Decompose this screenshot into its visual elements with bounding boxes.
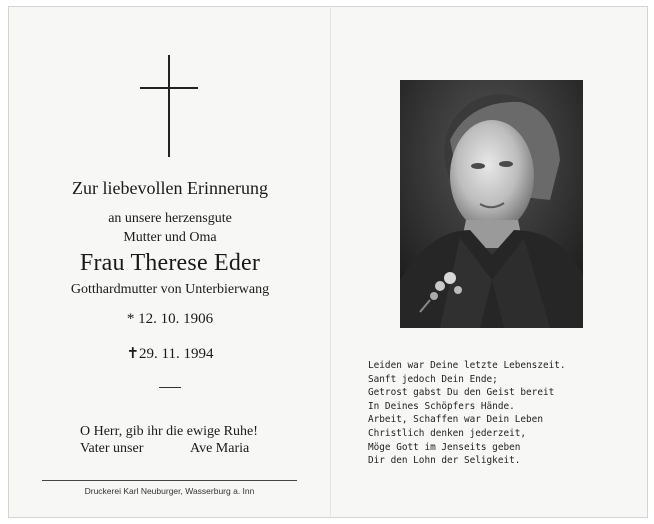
memorial-heading: Zur liebevollen Erinnerung: [72, 178, 268, 198]
birth-date: * 12. 10. 1906: [126, 311, 214, 327]
poem-line: Möge Gott im Jenseits geben: [368, 441, 521, 453]
card-fold: [330, 6, 331, 518]
poem-line: Arbeit, Schaffen war Dein Leben: [368, 414, 543, 426]
poem-line: Leiden war Deine letzte Lebenszeit.: [368, 360, 566, 371]
subheading-line-2: Mutter und Oma: [123, 230, 217, 245]
death-date: ✝29. 11. 1994: [126, 346, 214, 362]
footer-rule: [42, 480, 297, 481]
printer-credit: Druckerei Karl Neuburger, Wasserburg a. Inn: [84, 486, 255, 496]
memorial-poem: [368, 359, 608, 468]
poem-line: Sanft jedoch Dein Ende;: [368, 373, 498, 385]
poem-line: Christlich denken jederzeit,: [368, 427, 527, 439]
subheading-line-1: an unsere herzensgute: [108, 211, 232, 226]
poem-line: Getrost gabst Du den Geist bereit: [368, 387, 555, 399]
prayer-line: O Herr, gib ihr die ewige Ruhe!: [80, 424, 258, 439]
prayer-ave-maria: Ave Maria: [190, 441, 250, 456]
deceased-name: Frau Therese Eder: [79, 250, 261, 276]
divider-dash: [159, 387, 181, 388]
poem-line: In Deines Schöpfers Hände.: [368, 400, 515, 412]
prayer-vater-unser: Vater unser: [80, 441, 144, 456]
portrait-photo: [400, 80, 583, 328]
cross-icon: [140, 55, 200, 157]
poem-line: Dir den Lohn der Seligkeit.: [368, 455, 521, 467]
deceased-role: Gotthardmutter von Unterbierwang: [70, 282, 270, 297]
